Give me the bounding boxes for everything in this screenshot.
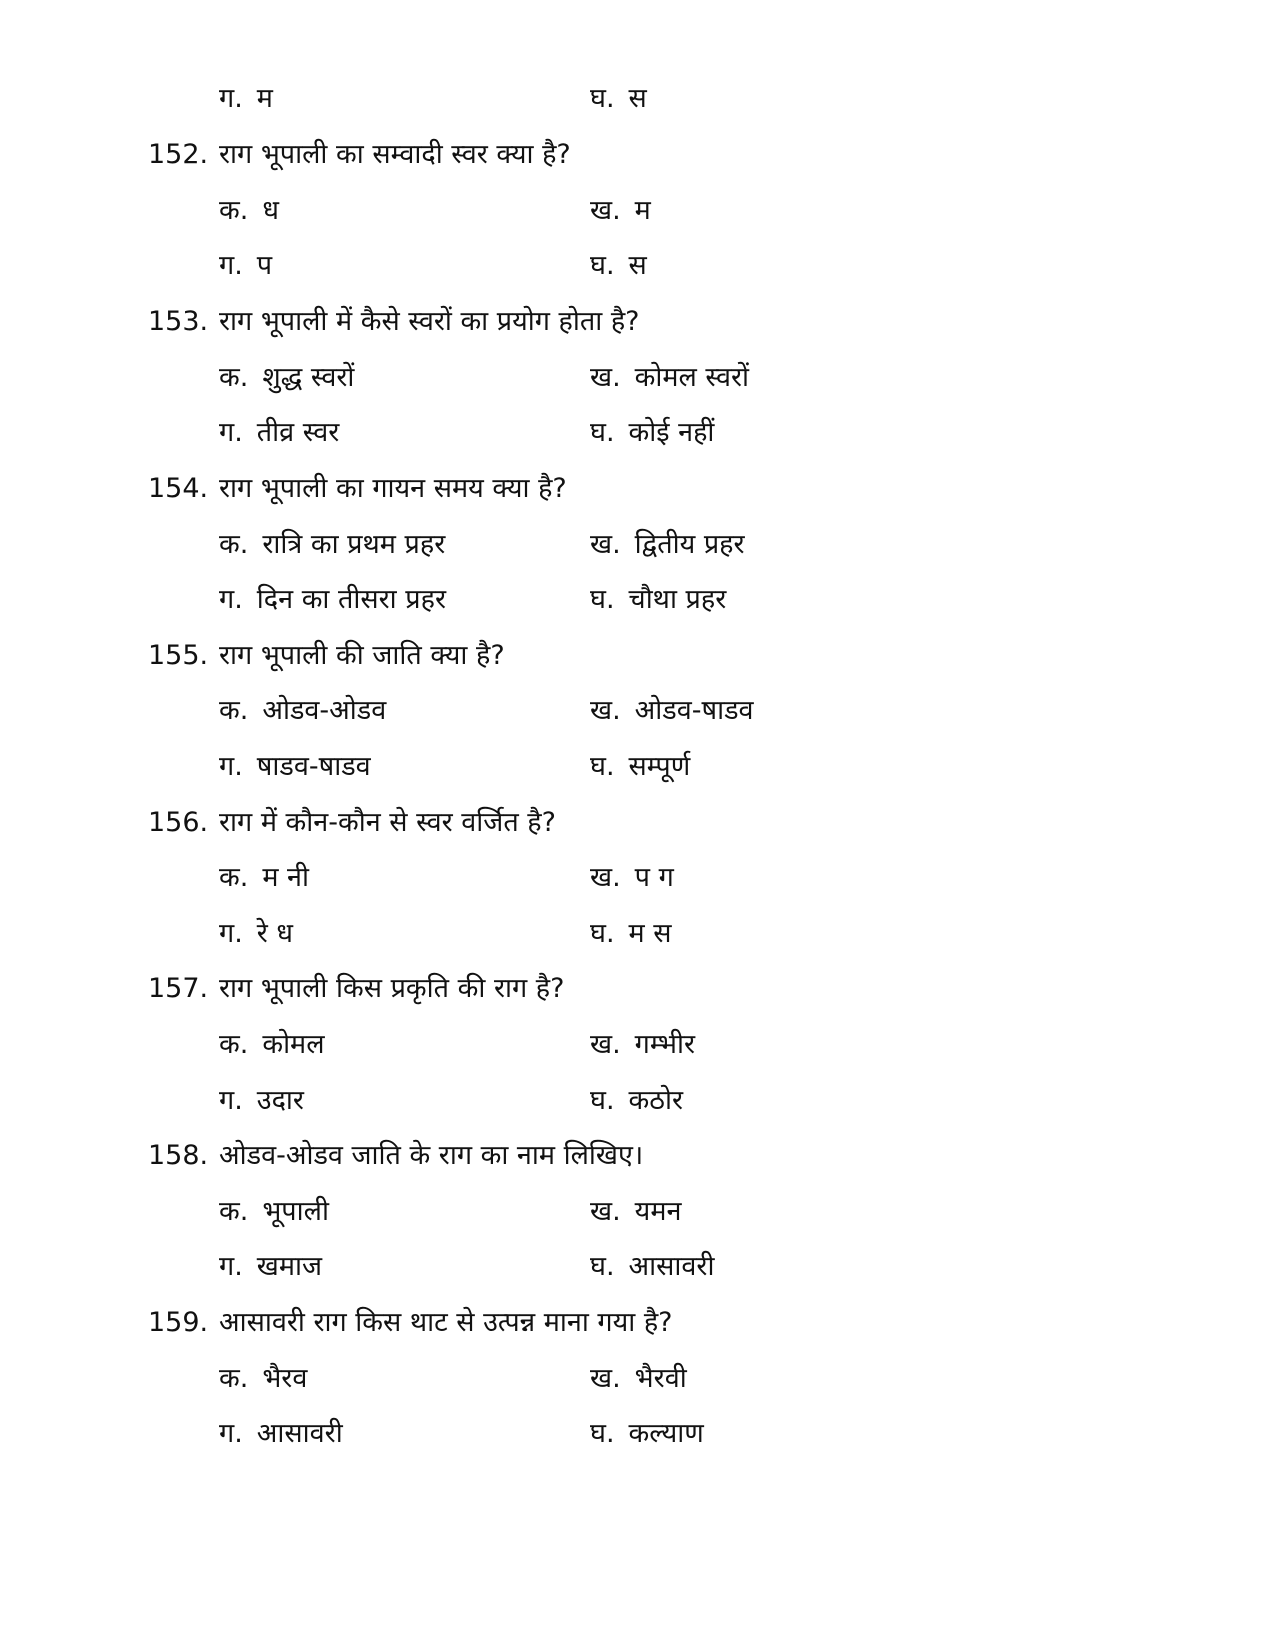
option-label: घ. [590, 1418, 615, 1449]
option-row [0, 71, 1275, 127]
option-label: ख. [590, 695, 621, 726]
option-label: घ. [590, 918, 615, 949]
option-label: घ. [590, 83, 615, 114]
option-g [219, 572, 446, 628]
option-gh [590, 71, 647, 127]
option-label: क. [219, 695, 249, 726]
option-label: ख. [590, 362, 621, 393]
question-text: राग भूपाली की जाति क्या है? [219, 640, 505, 671]
option-text: ओडव-ओडव [262, 695, 387, 726]
option-row [0, 683, 1275, 739]
question-row [0, 628, 1275, 684]
option-label: ग. [219, 1418, 243, 1449]
option-text: शुद्ध स्वरों [262, 362, 355, 393]
question-text: राग भूपाली का सम्वादी स्वर क्या है? [219, 139, 571, 170]
option-text: स [628, 83, 647, 114]
option-text: भूपाली [262, 1196, 329, 1227]
option-label: घ. [590, 1251, 615, 1282]
question-row [0, 961, 1275, 1017]
option-kh [590, 1017, 695, 1073]
option-text: खमाज [256, 1251, 323, 1282]
option-g [219, 739, 371, 795]
question-text: राग भूपाली में कैसे स्वरों का प्रयोग होता है? [219, 306, 640, 337]
option-gh [590, 238, 647, 294]
option-row [0, 350, 1275, 406]
option-kh [590, 1351, 687, 1407]
option-label: ख. [590, 529, 621, 560]
option-label: ग. [219, 250, 243, 281]
option-k [219, 517, 445, 573]
option-row [0, 405, 1275, 461]
option-text: रे ध [256, 918, 294, 949]
option-text: दिन का तीसरा प्रहर [256, 584, 447, 615]
option-label: ख. [590, 1363, 621, 1394]
option-gh [590, 1239, 714, 1295]
option-kh [590, 683, 754, 739]
option-row [0, 183, 1275, 239]
question-number: 159. [148, 1307, 209, 1338]
option-row [0, 238, 1275, 294]
option-kh [590, 1184, 681, 1240]
question-number: 153. [148, 306, 209, 337]
option-text: भैरव [262, 1363, 308, 1394]
option-k [219, 683, 386, 739]
option-kh [590, 517, 745, 573]
option-label: ग. [219, 83, 243, 114]
option-text: म [634, 195, 651, 226]
option-text: तीव्र स्वर [256, 417, 340, 448]
option-label: घ. [590, 1085, 615, 1116]
option-label: ग. [219, 751, 243, 782]
option-g [219, 405, 339, 461]
option-text: ओडव-षाडव [634, 695, 754, 726]
option-text: कल्याण [628, 1418, 704, 1449]
option-row [0, 1073, 1275, 1129]
option-text: गम्भीर [634, 1029, 695, 1060]
option-g [219, 238, 272, 294]
option-k [219, 1184, 329, 1240]
option-gh [590, 405, 714, 461]
option-text: उदार [256, 1085, 304, 1116]
question-number: 154. [148, 473, 209, 504]
option-k [219, 183, 279, 239]
question-row [0, 795, 1275, 851]
option-label: ग. [219, 1251, 243, 1282]
option-text: द्वितीय प्रहर [634, 529, 745, 560]
option-label: ग. [219, 417, 243, 448]
option-label: घ. [590, 250, 615, 281]
question-row [0, 127, 1275, 183]
option-row [0, 906, 1275, 962]
option-text: म स [628, 918, 672, 949]
option-text: कोमल [262, 1029, 325, 1060]
option-g [219, 1073, 304, 1129]
option-gh [590, 906, 672, 962]
option-row [0, 1351, 1275, 1407]
option-label: ख. [590, 1029, 621, 1060]
question-number: 157. [148, 973, 209, 1004]
option-text: स [628, 250, 647, 281]
option-row [0, 1017, 1275, 1073]
option-label: ख. [590, 862, 621, 893]
option-label: क. [219, 362, 249, 393]
question-number: 158. [148, 1140, 209, 1171]
option-label: क. [219, 529, 249, 560]
option-label: घ. [590, 584, 615, 615]
option-k [219, 350, 354, 406]
option-row [0, 1184, 1275, 1240]
question-text: राग भूपाली किस प्रकृति की राग है? [219, 973, 565, 1004]
option-kh [590, 183, 651, 239]
option-k [219, 850, 309, 906]
option-gh [590, 739, 690, 795]
option-gh [590, 572, 726, 628]
question-text: राग में कौन-कौन से स्वर वर्जित है? [219, 807, 556, 838]
option-k [219, 1017, 325, 1073]
option-text: भैरवी [634, 1363, 687, 1394]
option-g [219, 1239, 322, 1295]
option-text: ध [262, 195, 279, 226]
option-kh [590, 350, 749, 406]
question-text: ओडव-ओडव जाति के राग का नाम लिखिए। [219, 1140, 644, 1171]
option-label: ग. [219, 918, 243, 949]
option-kh [590, 850, 674, 906]
option-text: कठोर [628, 1085, 684, 1116]
option-label: ग. [219, 1085, 243, 1116]
option-text: षाडव-षाडव [256, 751, 371, 782]
option-g [219, 1406, 343, 1462]
option-text: आसावरी [256, 1418, 343, 1449]
option-text: प [256, 250, 273, 281]
question-text: आसावरी राग किस थाट से उत्पन्न माना गया है? [219, 1307, 673, 1338]
option-label: क. [219, 1029, 249, 1060]
option-label: ख. [590, 195, 621, 226]
option-text: म [256, 83, 273, 114]
option-label: घ. [590, 751, 615, 782]
option-g [219, 906, 293, 962]
option-row [0, 572, 1275, 628]
option-label: ग. [219, 584, 243, 615]
option-row [0, 1239, 1275, 1295]
option-row [0, 1406, 1275, 1462]
option-text: चौथा प्रहर [628, 584, 727, 615]
question-row [0, 294, 1275, 350]
option-text: आसावरी [628, 1251, 715, 1282]
option-text: यमन [634, 1196, 682, 1227]
option-text: म नी [262, 862, 310, 893]
option-label: क. [219, 1363, 249, 1394]
option-gh [590, 1406, 704, 1462]
question-row [0, 1295, 1275, 1351]
question-number: 152. [148, 139, 209, 170]
option-row [0, 739, 1275, 795]
option-g [219, 71, 273, 127]
option-row [0, 517, 1275, 573]
question-number: 155. [148, 640, 209, 671]
option-label: घ. [590, 417, 615, 448]
option-label: ख. [590, 1196, 621, 1227]
option-k [219, 1351, 307, 1407]
option-text: प ग [634, 862, 674, 893]
option-text: रात्रि का प्रथम प्रहर [262, 529, 446, 560]
option-text: कोमल स्वरों [634, 362, 749, 393]
question-row [0, 1128, 1275, 1184]
option-label: क. [219, 1196, 249, 1227]
option-row [0, 850, 1275, 906]
option-text: सम्पूर्ण [628, 751, 691, 782]
option-label: क. [219, 195, 249, 226]
question-number: 156. [148, 807, 209, 838]
option-label: क. [219, 862, 249, 893]
option-gh [590, 1073, 683, 1129]
question-row [0, 461, 1275, 517]
option-text: कोई नहीं [628, 417, 715, 448]
question-text: राग भूपाली का गायन समय क्या है? [219, 473, 567, 504]
